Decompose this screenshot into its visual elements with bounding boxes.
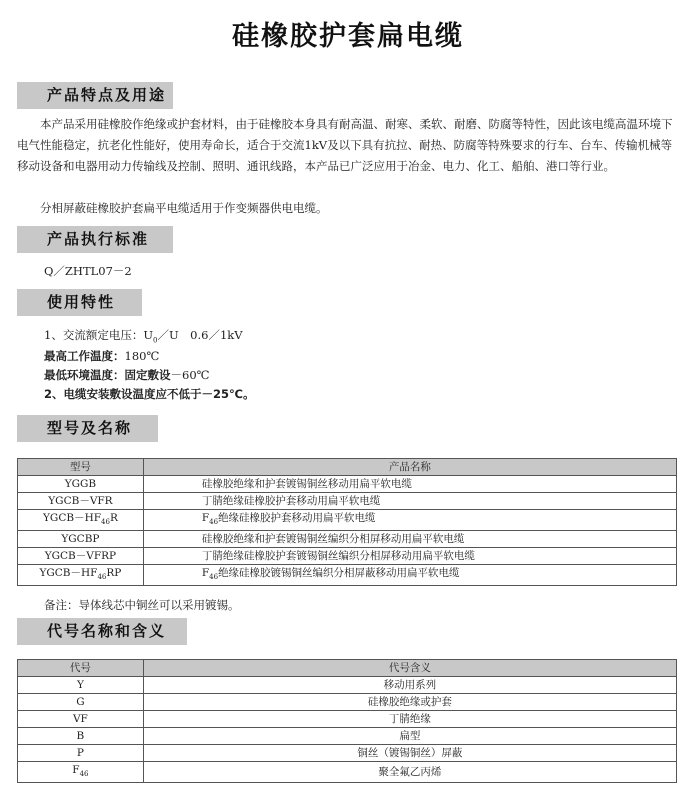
model-name-text: 硅橡胶绝缘和护套镀锡铜丝编织分相屏移动用扁平软电缆 (201, 533, 465, 546)
code-cell (18, 728, 144, 745)
model-code-text: YGCBP (61, 533, 100, 546)
models-header-name: 产品名称 (143, 459, 676, 476)
install-temp-label: 2、电缆安装敷设温度应不低于 (44, 387, 202, 401)
min-ambient-temp-label: 最低环境温度：固定敷设 (44, 368, 171, 382)
meaning-cell (143, 677, 676, 694)
section-header-models: 型号及名称 (17, 415, 158, 442)
meaning-text: 丁腈绝缘 (388, 713, 431, 725)
model-name-text: 丁腈绝缘硅橡胶护套移动用扁平软电缆 (201, 495, 381, 507)
table-row (18, 548, 677, 565)
model-code-text: YGCB－HF (39, 567, 98, 580)
table-row (18, 510, 677, 531)
features-paragraph-2: 分相屏蔽硅橡胶护套扁平电缆适用于作变频器供电电缆。 (40, 201, 328, 215)
model-name (143, 476, 676, 493)
min-ambient-temp (44, 366, 210, 384)
models-note: 备注：导体线芯中铜丝可以采用镀锡。 (44, 598, 240, 612)
section-header-features: 产品特点及用途 (17, 82, 173, 109)
max-working-temp (44, 347, 159, 365)
meaning-cell (143, 711, 676, 728)
table-row (18, 762, 677, 783)
table-row (18, 476, 677, 493)
model-code (18, 548, 144, 565)
model-name-text: 硅橡胶绝缘和护套镀锡铜丝移动用扁平软电缆 (201, 478, 412, 490)
page-title: 硅橡胶护套扁电缆 (232, 21, 464, 52)
model-name (143, 548, 676, 565)
features-paragraph-1: 本产品采用硅橡胶作绝缘或护套材料，由于硅橡胶本身具有耐高温、耐寒、柔软、耐磨、防腐等特性，因此该电缆高温环境下电气性能稳定，抗老化性能好，使用寿命长，适合于交流1kV及以下具有抗拉、耐热、防腐等特殊要求的行车、台车、传输机械等移动设备和电器用动力传输线及控制、照明、通讯线路，本产品已广泛应用于冶金、电力、化工、船舶、港口等行业。 (17, 117, 673, 173)
min-ambient-temp-value: －60℃ (170, 368, 210, 382)
meaning-cell (143, 728, 676, 745)
codes-table (17, 659, 677, 783)
section-header-usage: 使用特性 (17, 289, 142, 316)
code-cell (18, 677, 144, 694)
model-code (18, 565, 144, 586)
install-temp-value: －25℃。 (201, 387, 255, 401)
model-code-text: YGCB－HF (43, 512, 102, 524)
table-row (18, 694, 677, 711)
code-text: P (76, 747, 84, 759)
model-name (143, 531, 676, 548)
meaning-text: 移动用系列 (383, 679, 437, 691)
meaning-text: 铜丝（镀锡铜丝）屏蔽 (357, 747, 463, 759)
codes-table-header (18, 660, 677, 677)
model-name (143, 565, 676, 586)
meaning-text: 扁型 (399, 730, 421, 742)
model-code-tail: RP (106, 567, 122, 580)
max-working-temp-label: 最高工作温度： (44, 349, 125, 363)
meaning-cell (143, 745, 676, 762)
model-name-text: 绝缘硅橡胶镀锡铜丝编织分相屏蔽移动用扁平软电缆 (218, 567, 460, 580)
table-row (18, 677, 677, 694)
model-name-prefix: F (201, 567, 210, 580)
meaning-text: 聚全氟乙丙烯 (378, 766, 442, 779)
rated-voltage-prefix: 1、交流额定电压：U (44, 328, 154, 342)
code-text: VF (72, 713, 88, 725)
meaning-cell (143, 694, 676, 711)
model-name-sub: 46 (209, 518, 219, 527)
table-row (18, 711, 677, 728)
codes-header-meaning: 代号含义 (143, 660, 676, 677)
rated-voltage (44, 326, 243, 349)
model-code-sub: 46 (101, 518, 110, 527)
model-name (143, 510, 676, 531)
meaning-text: 硅橡胶绝缘或护套 (367, 696, 452, 708)
table-row (18, 565, 677, 586)
model-code (18, 493, 144, 510)
code-text: F (72, 764, 80, 776)
table-row (18, 745, 677, 762)
model-code-tail: R (109, 512, 118, 524)
standard-code: Q／ZHTL07－2 (44, 264, 132, 278)
model-code (18, 476, 144, 493)
code-text: B (76, 730, 85, 742)
model-name (143, 493, 676, 510)
rated-voltage-sub: 0 (153, 336, 158, 345)
models-table (17, 458, 677, 586)
install-temp (44, 385, 254, 403)
model-code-text: YGGB (64, 478, 97, 490)
code-cell (18, 694, 144, 711)
model-name-sub: 46 (209, 573, 219, 582)
models-header-code: 型号 (18, 459, 144, 476)
models-table-header (18, 459, 677, 476)
table-row (18, 728, 677, 745)
code-cell (18, 762, 144, 783)
model-code-text: YGCB－VFRP (44, 550, 117, 563)
model-name-text: 丁腈绝缘硅橡胶护套镀锡铜丝编织分相屏移动用扁平软电缆 (201, 550, 475, 563)
code-text: Y (76, 679, 84, 691)
max-working-temp-value: 180℃ (124, 349, 160, 363)
model-code (18, 531, 144, 548)
section-header-standard: 产品执行标准 (17, 226, 173, 253)
model-code-text: YGCB－VFR (48, 495, 113, 507)
meaning-cell (143, 762, 676, 783)
code-cell (18, 711, 144, 728)
table-row (18, 493, 677, 510)
rated-voltage-suffix: ／U 0.6／1kV (157, 328, 243, 342)
codes-header-code: 代号 (18, 660, 144, 677)
table-row (18, 531, 677, 548)
code-text: G (76, 696, 85, 708)
code-cell (18, 745, 144, 762)
code-sub: 46 (79, 770, 89, 779)
model-name-prefix: F (201, 512, 210, 524)
model-code-sub: 46 (97, 573, 107, 582)
section-header-codes: 代号名称和含义 (17, 618, 187, 645)
model-name-text: 绝缘硅橡胶护套移动用扁平软电缆 (218, 512, 376, 524)
model-code (18, 510, 144, 531)
